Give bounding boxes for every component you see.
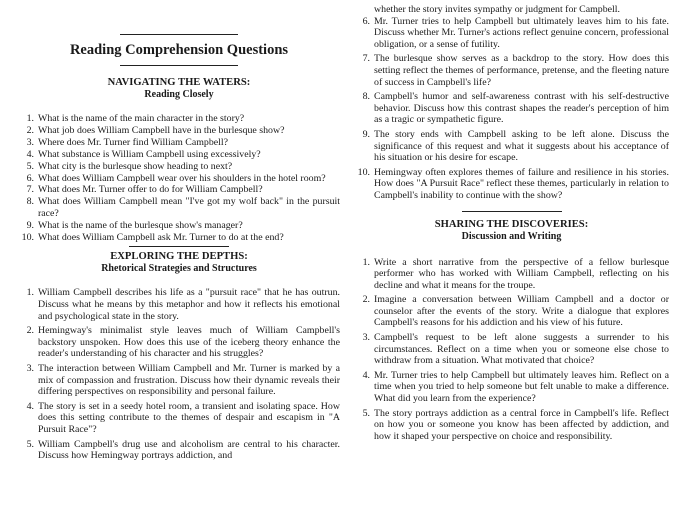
list-item: 2. Imagine a conversation between William Campbell and a doctor or counselor after the events of the story. Write a dialogue that explores Campbell's reasons for his addiction and his view of his future. (362, 294, 669, 329)
right-column (354, 0, 669, 445)
list-item: 3. Where does Mr. Turner find William Campbell? (26, 136, 229, 148)
list-item: 8. Campbell's humor and self-awareness contrast with his self-destructive behavior. Discuss how this contrast shapes the reader's perception of him as a tragic or sympathetic figure. (362, 91, 669, 126)
list-item: 4. What substance is William Campbell using excessively? (26, 148, 261, 160)
section-title-sharing: SHARING THE DISCOVERIES: (434, 218, 589, 230)
section-subtitle-navigating: Reading Closely (144, 89, 214, 100)
list-item: 8. What does William Campbell mean "I've got my wolf back" in the pursuit race? (26, 196, 340, 219)
page-title: Reading Comprehension Questions (69, 42, 289, 58)
list-item: 4. The story is set in a seedy hotel room, a transient and isolating space. How does this setting contribute to the themes of despair and escapism in "A Pursuit Race"? (26, 400, 340, 435)
list-item: 2. What job does William Campbell have in the burlesque show? (26, 124, 285, 136)
list-item: 5. The story portrays addiction as a central force in Campbell's life. Reflect on how you or someone you know has been affected by addiction, and how it shaped your perspective on choice and responsibility. (362, 407, 669, 442)
list-item: 1. What is the name of the main character in the story? (26, 113, 245, 124)
list-item: 3. The interaction between William Campbell and Mr. Turner is marked by a mix of compassion and frustration. Discuss how their dynamic reveals their differing perspectives on responsibility and personal failure. (26, 363, 340, 398)
list-item: 6. What does William Campbell wear over his shoulders in the hotel room? (26, 172, 326, 184)
list-item: 5. William Campbell's drug use and alcoholism are central to his character. Discuss how Hemingway portrays addiction, and (26, 438, 340, 462)
list-item: 4. Mr. Turner tries to help Campbell but ultimately leaves him. Reflect on a time when you tried to help someone but felt unable to make a difference. What did you learn from the experience? (362, 369, 669, 405)
list-item: 3. Campbell's request to be left alone suggests a surrender to his circumstances. Reflect on a time when you or someone else chose to withdraw from a situation. What motivated that choice? (362, 332, 669, 367)
section-title-exploring: EXPLORING THE DEPTHS: (110, 251, 248, 263)
exploring-question-list-continued (354, 16, 669, 202)
list-item: 7. What does Mr. Turner offer to do for William Campbell? (26, 184, 263, 196)
section-subtitle-sharing: Discussion and Writing (461, 230, 562, 242)
list-item: 5. What city is the burlesque show heading to next? (26, 160, 233, 172)
section-title-navigating: NAVIGATING THE WATERS: (107, 77, 251, 88)
section-subtitle-exploring: Rhetorical Strategies and Structures (101, 263, 257, 275)
list-item: 1. Write a short narrative from the perspective of a fellow burlesque performer who has worked with William Campbell, reflecting on his decline and what it means for the troupe. (362, 256, 669, 291)
list-item: 9. What is the name of the burlesque show's manager? (26, 219, 243, 231)
list-item: 6. Mr. Turner tries to help Campbell but ultimately leaves him to his fate. Discuss whether Mr. Turner's actions reflect genuine concern, professional obligation, or a sense of futility. (362, 15, 669, 50)
left-column (18, 0, 340, 465)
continued-text: whether the story invites sympathy or judgment for Campbell. (374, 4, 621, 15)
exploring-question-list (18, 287, 340, 461)
list-item: 2. Hemingway's minimalist style leaves much of William Campbell's backstory unspoken. How does this use of the iceberg theory enhance the reader's understanding of his character and his struggles? (26, 325, 340, 360)
list-item: 10. Hemingway often explores themes of failure and resilience in his stories. How does "A Pursuit Race" reflect these themes, particularly in relation to Campbell's inability to continue with the show? (357, 166, 669, 201)
navigating-question-list (18, 113, 340, 243)
list-item: 1. William Campbell describes his life as a "pursuit race" that he has outrun. Discuss what he means by this metaphor and how it reflects his emotional and psychological state in the story. (26, 287, 340, 322)
list-item: 7. The burlesque show serves as a backdrop to the story. How does this setting reflect the themes of performance, pretense, and the fleeting nature of success in Campbell's life? (362, 53, 669, 88)
list-item: 9. The story ends with Campbell asking to be left alone. Discuss the significance of this request and what it suggests about his acceptance of his situation or his desire for escape. (362, 128, 669, 164)
sharing-question-list (354, 257, 669, 443)
list-item: 10. What does William Campbell ask Mr. Turner to do at the end? (21, 231, 284, 243)
